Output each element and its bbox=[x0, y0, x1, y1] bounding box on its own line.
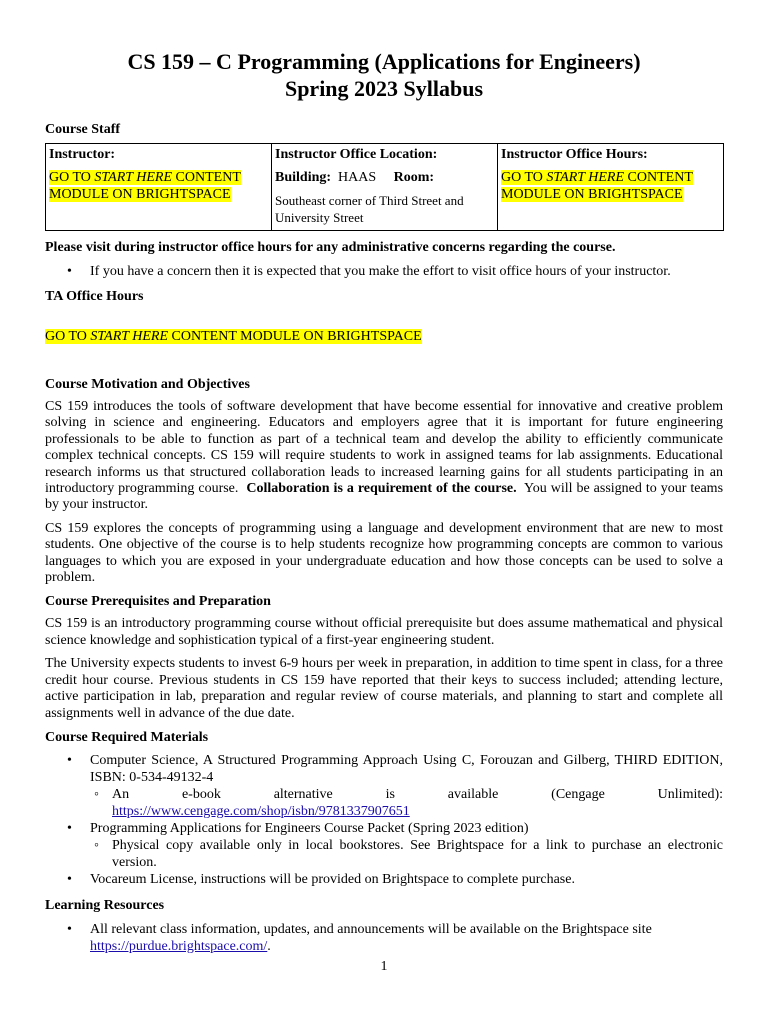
admin-note-bullet: • If you have a concern then it is expected that you make the effort to visit office hours of your instructor. bbox=[45, 263, 723, 280]
building-room: Building: HAAS Room: bbox=[275, 170, 435, 185]
office-location-description: Southeast corner of Third Street and University Street bbox=[275, 193, 464, 225]
office-hours-value: GO TO START HERE CONTENT MODULE ON BRIGHTSPACE bbox=[501, 170, 693, 202]
course-staff-table bbox=[45, 143, 724, 231]
material-item-textbook: • Computer Science, A Structured Programming Approach Using C, Forouzan and Gilberg, THIRD EDITION, ISBN: 0-534-49132-4 ◦ An e-book alternative is available (Cengage Unlimited): https://www.cengage.com/shop/isbn/9781337907651 bbox=[45, 752, 723, 820]
motivation-paragraph-2: CS 159 explores the concepts of programming using a language and development environment that are new to most students. One objective of the course is to help students recognize how programming concepts are common to various languages to which you are exposed in your undergraduate education and how those concepts can be used to solve a problem. bbox=[45, 520, 723, 586]
material-item-course-packet: • Programming Applications for Engineers Course Packet (Spring 2023 edition) ◦ Physical copy available only in local bookstores. See Brightspace for a link to purchase an electronic version. bbox=[45, 820, 723, 871]
page-number: 1 bbox=[380, 959, 388, 974]
motivation-heading: Course Motivation and Objectives bbox=[45, 377, 250, 392]
ta-office-hours-heading: TA Office Hours bbox=[45, 289, 144, 304]
course-staff-heading: Course Staff bbox=[45, 122, 121, 137]
material-sublist-course-packet bbox=[90, 837, 723, 871]
office-location-label: Instructor Office Location: bbox=[275, 147, 438, 162]
syllabus-page bbox=[45, 0, 723, 955]
document-subtitle: Spring 2023 Syllabus bbox=[284, 76, 484, 101]
learning-resource-item: • All relevant class information, updates, and announcements will be available on the Brightspace site https://purdue.brightspace.com/. bbox=[45, 921, 723, 955]
admin-note: Please visit during instructor office hours for any administrative concerns regarding the course. bbox=[45, 240, 616, 255]
motivation-paragraph-1: CS 159 introduces the tools of software development that have become essential for innovative and creative problem solving in science and engineering. Educators and employers agree that it is important for future engineering professionals to be able to function as part of a technical team and develop the ability to efficiently communicate complex technical concepts. CS 159 will require students to work in assigned teams for lab assignments. Educational research informs us that structured collaboration leads to increased learning gains for all students participating in an introductory programming course. Collaboration is a requirement of the course. You will be assigned to your teams by your instructor. bbox=[45, 399, 724, 513]
ta-office-hours-value: GO TO START HERE CONTENT MODULE ON BRIGHTSPACE bbox=[45, 329, 422, 344]
material-subitem-physical-copy: ◦ Physical copy available only in local bookstores. See Brightspace for a link to purchase an electronic version. bbox=[90, 837, 723, 871]
materials-list bbox=[45, 752, 723, 888]
office-hours-label: Instructor Office Hours: bbox=[501, 147, 648, 162]
cengage-link[interactable]: https://www.cengage.com/shop/isbn/9781337907651 bbox=[112, 803, 410, 819]
learning-resources-list bbox=[45, 921, 723, 955]
materials-heading: Course Required Materials bbox=[45, 729, 209, 745]
office-location-cell bbox=[272, 144, 498, 231]
material-subitem-ebook: ◦ An e-book alternative is available (Cengage Unlimited): https://www.cengage.com/shop/isbn/9781337907651 bbox=[90, 786, 723, 820]
brightspace-link[interactable]: https://purdue.brightspace.com/ bbox=[90, 938, 268, 954]
office-hours-cell bbox=[498, 144, 724, 231]
admin-note-list bbox=[45, 263, 723, 280]
prerequisites-paragraph-1: CS 159 is an introductory programming course without official prerequisite but does assume mathematical and physical science knowledge and sophistication typical of a first-year engineering student. bbox=[45, 616, 723, 648]
material-item-vocareum: • Vocareum License, instructions will be provided on Brightspace to complete purchase. bbox=[45, 871, 723, 888]
learning-resources-heading: Learning Resources bbox=[45, 897, 165, 913]
document-title: CS 159 – C Programming (Applications for Engineers) bbox=[127, 49, 641, 74]
prerequisites-paragraph-2: The University expects students to invest 6-9 hours per week in preparation, in addition to time spent in class, for a three credit hour course. Previous students in CS 159 have reported that their keys to success included; attending lecture, active participation in lab, preparation and regular review of course materials, and planning to start and complete all assignments well in advance of the due date. bbox=[45, 656, 723, 721]
instructor-label: Instructor: bbox=[49, 147, 116, 162]
prerequisites-heading: Course Prerequisites and Preparation bbox=[45, 594, 271, 610]
instructor-value: GO TO START HERE CONTENT MODULE ON BRIGHTSPACE bbox=[49, 170, 241, 202]
material-sublist-textbook bbox=[90, 786, 723, 820]
instructor-cell bbox=[46, 144, 272, 231]
